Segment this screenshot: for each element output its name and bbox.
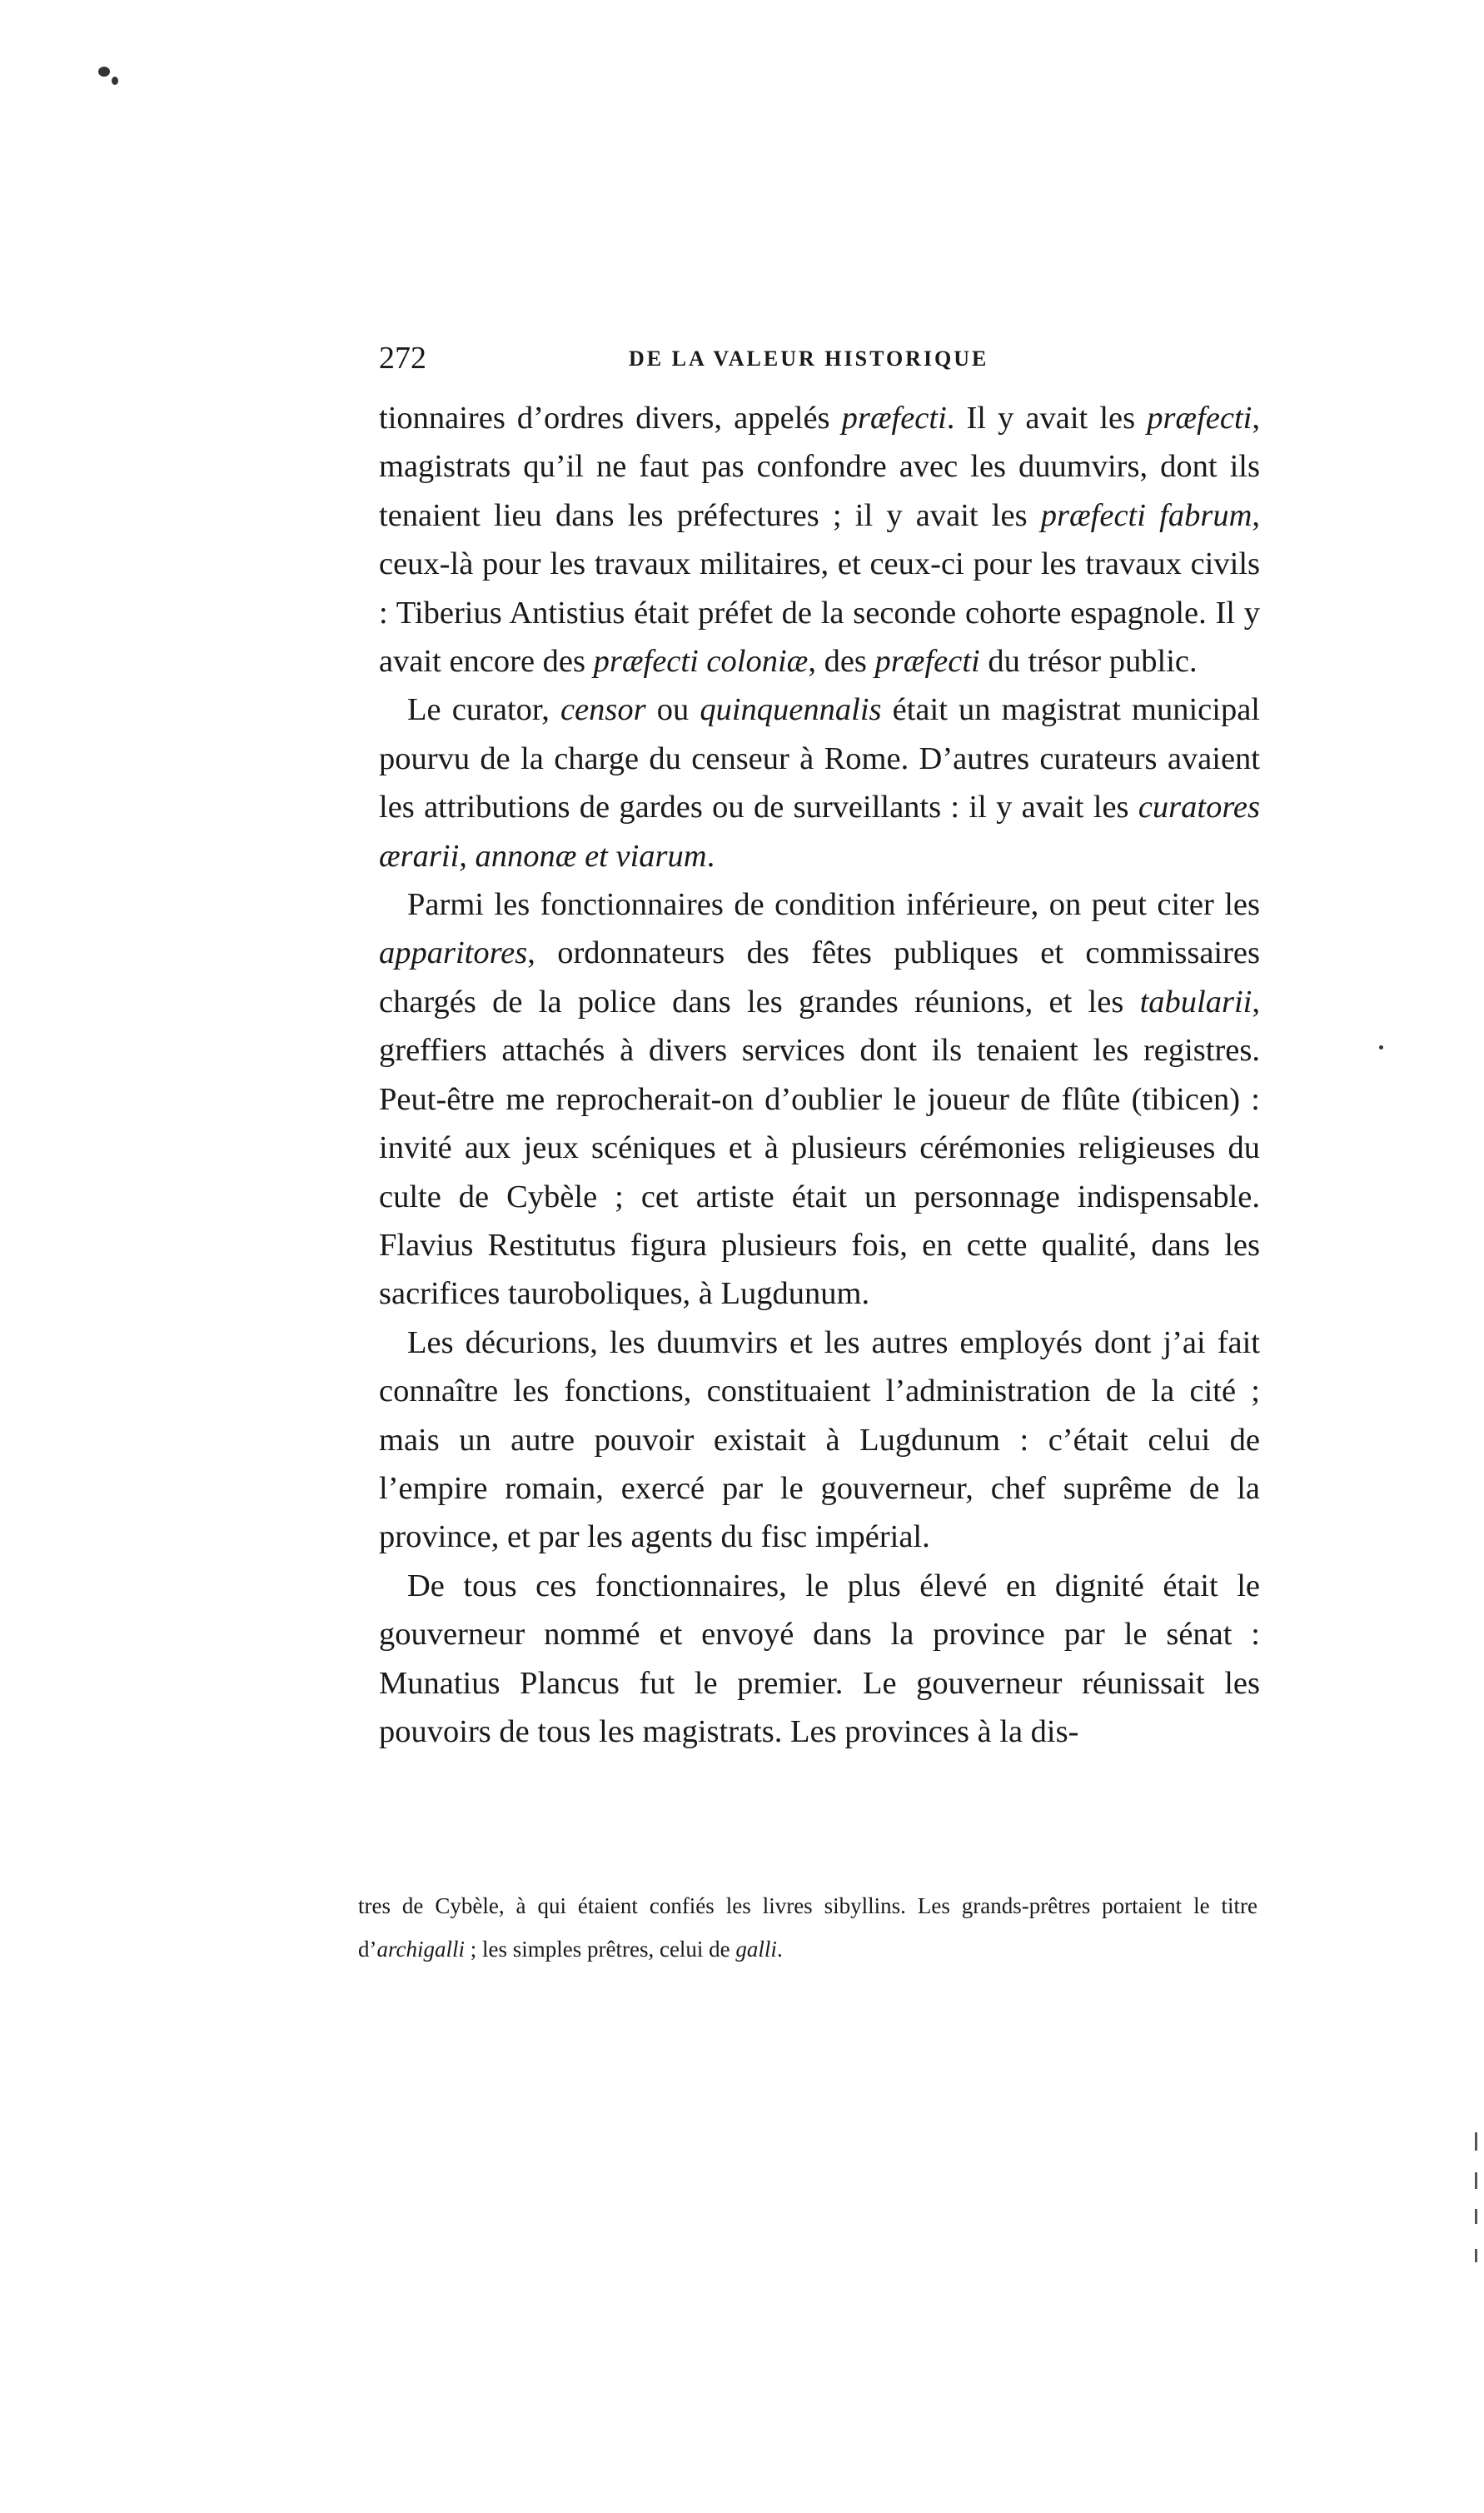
ink-speck <box>98 67 110 77</box>
footnote-text: tres de Cybèle, à qui étaient confiés les livres sibyllins. Les grands-prêtres portaient le titre d’archigalli ; les simples prêtres, celui de galli. <box>358 1893 1257 1962</box>
page-number: 272 <box>379 341 426 376</box>
body-text <box>379 394 1260 1756</box>
ink-speck <box>112 77 118 85</box>
paragraph: Les décurions, les duumvirs et les autres employés dont j’ai fait connaître les fonctions, constituaient l’administration de la cité ; mais un autre pouvoir existait à Lugdunum : c’était celui de l’empire romain, exercé par le gouverneur, chef suprême de la province, et par les agents du fisc impérial. <box>379 1324 1260 1555</box>
paragraph: Parmi les fonctionnaires de condition inférieure, on peut citer les apparitores, ordonnateurs des fêtes publiques et commissaires chargés de la police dans les grandes réunions, et les tabularii, greffiers attachés à divers services dont ils tenaient les registres. Peut-être me reprocherait-on d’oublier le joueur de flûte (tibicen) : invité aux jeux scéniques et à plusieurs cérémonies religieuses du culte de Cybèle ; cet artiste était un personnage indispensable. Flavius Restitutus figura plusieurs fois, en cette qualité, dans les sacrifices tauroboliques, à Lugdunum. <box>379 887 1260 1312</box>
ink-speck <box>1379 1045 1383 1050</box>
margin-mark <box>1475 2172 1477 2189</box>
margin-mark <box>1475 2132 1477 2151</box>
paragraph: tionnaires d’ordres divers, appelés præfecti. Il y avait les præfecti, magistrats qu’il ne faut pas confondre avec les duumvirs, dont ils tenaient lieu dans les préfectures ; il y avait les præfecti fabrum, ceux-là pour les travaux militaires, et ceux-ci pour les travaux civils : Tiberius Antistius était préfet de la seconde cohorte espagnole. Il y avait encore des præfecti coloniæ, des præfecti du trésor public. <box>379 401 1260 680</box>
margin-mark <box>1475 2249 1477 2262</box>
page-header <box>379 340 1020 381</box>
paragraph: Le curator, censor ou quinquennalis était un magistrat municipal pourvu de la charge du censeur à Rome. D’autres curateurs avaient les attributions de gardes ou de surveillants : il y avait les curatores ærarii, annonæ et viarum. <box>379 692 1261 874</box>
margin-mark <box>1475 2209 1477 2224</box>
footnote <box>358 1884 1257 1971</box>
paragraph: De tous ces fonctionnaires, le plus élevé en dignité était le gouverneur nommé et envoyé dans la province par le sénat : Munatius Plancus fut le premier. Le gouverneur réunissait les pouvoirs de tous les magistrats. Les provinces à la dis- <box>379 1568 1260 1749</box>
running-title: DE LA VALEUR HISTORIQUE <box>629 347 989 371</box>
